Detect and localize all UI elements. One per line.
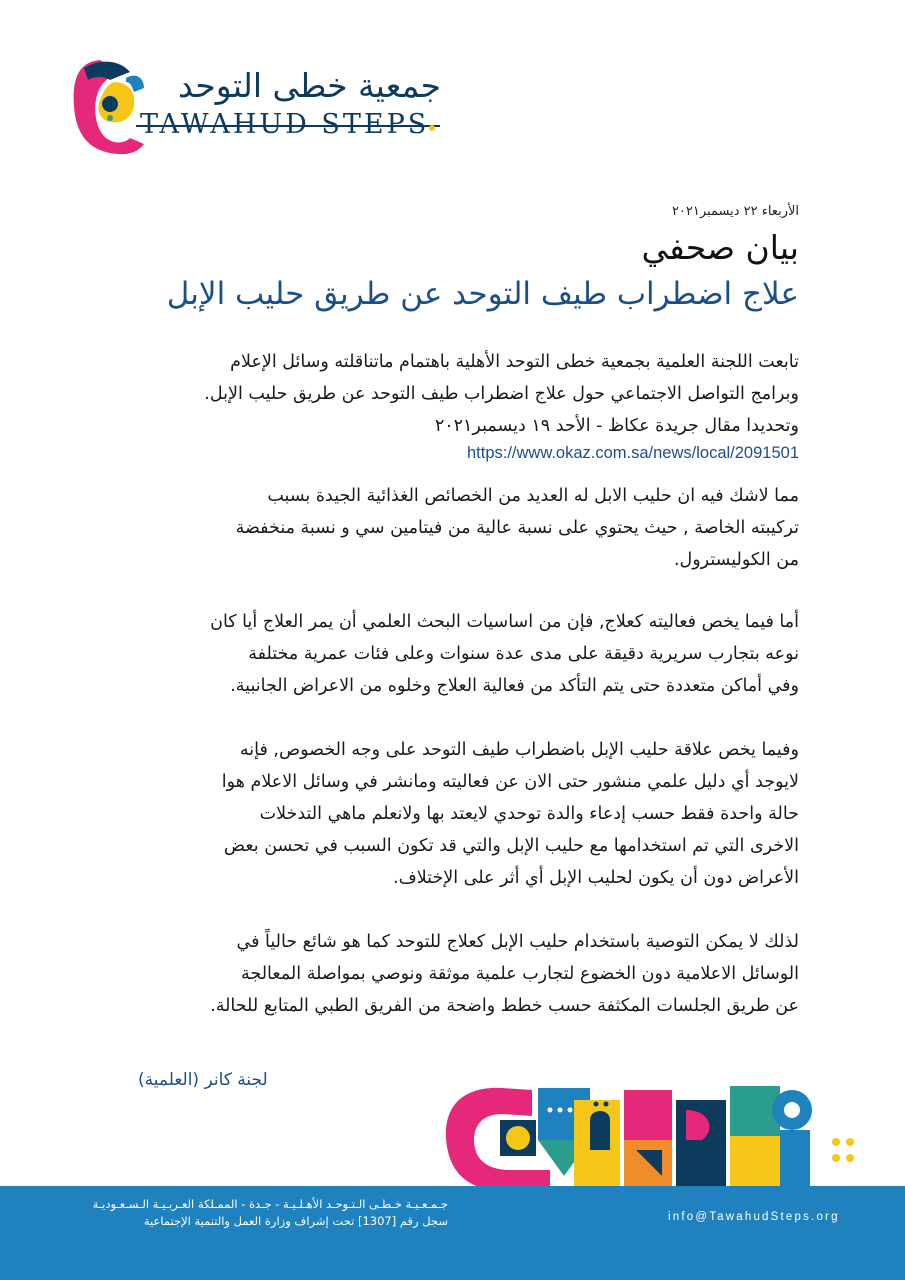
- effectiveness-paragraph: [109, 606, 799, 702]
- recommendation-paragraph: [109, 926, 799, 1022]
- paragraph-line: لذلك لا يمكن التوصية باستخدام حليب الإبل كعلاج للتوحد كما هو شائع حالياً في: [236, 932, 799, 952]
- intro-paragraph: [109, 346, 799, 464]
- paragraph-line: نوعه بتجارب سريرية دقيقة على مدى عدة سنوات وعلى فئات عمرية مختلفة: [248, 644, 799, 664]
- paragraph-line: وفي أماكن متعددة حتى يتم التأكد من فعالية العلاج وخلوه من الاعراض الجانبية.: [230, 676, 799, 696]
- page-subtitle: علاج اضطراب طيف التوحد عن طريق حليب الإبل: [166, 276, 799, 312]
- intro-line: تابعت اللجنة العلمية بجمعية خطى التوحد الأهلية باهتمام ماتناقلته وسائل الإعلام: [230, 352, 799, 372]
- footer-email-link[interactable]: info@TawahudSteps.org: [668, 1211, 840, 1223]
- footer-registration-line: سجل رقم [1307] تحت إشراف وزارة العمل والتنمية الإجتماعية: [143, 1214, 448, 1228]
- paragraph-line: حالة واحدة فقط حسب إدعاء والدة توحدي لايعتد بها ولانعلم ماهي التدخلات: [259, 804, 799, 824]
- footer-bar: [0, 1186, 905, 1280]
- camel-milk-benefits-paragraph: [109, 480, 799, 576]
- paragraph-line: الوسائل الاعلامية دون الخضوع لتجارب علمية موثقة ونوصي بمواصلة المعالجة: [241, 964, 799, 984]
- paragraph-line: من الكوليسترول.: [673, 550, 799, 570]
- decorative-calligraphy-art: [440, 1080, 870, 1190]
- autism-relation-paragraph: [109, 734, 799, 894]
- committee-signature: لجنة كانر (العلمية): [138, 1070, 268, 1090]
- footer-org-line: جـمـعـيـة خـطـى الـتـوحـد الأهـلـيـة - جـدة - الممـلكة العـربـيـة الـسـعـوديـة: [92, 1197, 448, 1211]
- intro-line: وبرامج التواصل الاجتماعي حول علاج اضطراب طيف التوحد عن طريق حليب الإبل.: [204, 384, 799, 404]
- intro-line: وتحديدا مقال جريدة عكاظ - الأحد ١٩ ديسمبر٢٠٢١: [434, 416, 799, 436]
- paragraph-line: وفيما يخص علاقة حليب الإبل باضطراب طيف التوحد على وجه الخصوص, فإنه: [239, 740, 799, 760]
- paragraph-line: عن طريق الجلسات المكثفة حسب خطط واضحة من الفريق الطبي المتابع للحالة.: [210, 996, 799, 1016]
- paragraph-line: الأعراض دون أن يكون لحليب الإبل أي أثر على الإختلاف.: [393, 868, 799, 888]
- logo-arabic-name: جمعية خطى التوحد: [178, 66, 441, 105]
- paragraph-line: لايوجد أي دليل علمي منشور حتى الان عن فعاليته ومانشر في وسائل الاعلام هوا: [221, 772, 799, 792]
- paragraph-line: مما لاشك فيه ان حليب الابل له العديد من الخصائص الغذائية الجيدة بسبب: [267, 486, 799, 506]
- footer-org-info: [48, 1196, 448, 1230]
- paragraph-line: الاخرى التي تم استخدامها مع حليب الإبل والتي قد تكون السبب في تحسن بعض: [223, 836, 799, 856]
- page-title: بيان صحفي: [641, 228, 799, 267]
- source-link[interactable]: https://www.okaz.com.sa/news/local/2091501: [466, 444, 799, 462]
- paragraph-line: أما فيما يخص فعاليته كعلاج, فإن من اساسيات البحث العلمي أن يمر العلاج أيا كان: [210, 612, 799, 632]
- statement-date: الأربعاء ٢٢ ديسمبر٢٠٢١: [671, 204, 799, 219]
- logo-english-name: TAWAHUD STEPS: [140, 109, 430, 140]
- paragraph-line: تركيبته الخاصة , حيث يحتوي على نسبة عالية من فيتامين سي و نسبة منخفضة: [235, 518, 799, 538]
